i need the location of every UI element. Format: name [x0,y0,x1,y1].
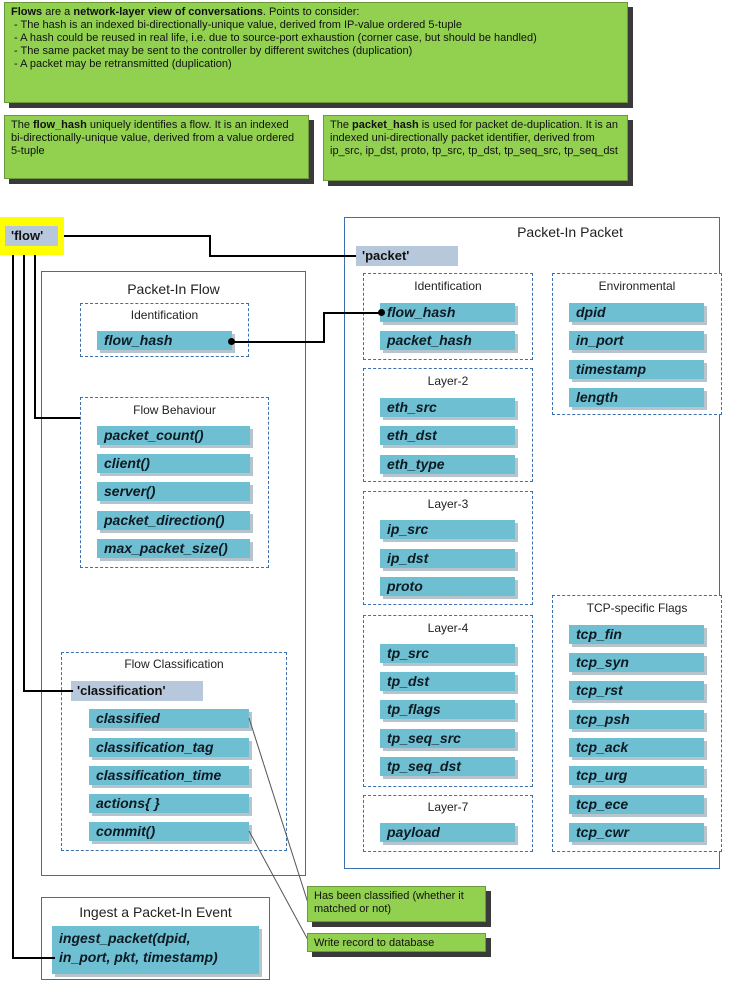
packet-field-proto: proto [380,577,515,596]
packet-field-dpid: dpid [569,303,704,322]
flow-field-classification-tag: classification_tag [89,738,249,757]
flow-field-client: client() [97,454,250,473]
packet-field-eth-dst: eth_dst [380,426,515,445]
flows-note-point: - The hash is an indexed bi-directionally-unique value, derived from IP-value ordered 5-tuple [14,19,462,31]
classification-reference: 'classification' [71,681,203,701]
packet-field-length: length [569,388,704,407]
connector [55,235,210,237]
packet-tcp-flags-title: TCP-specific Flags [586,601,688,615]
connector-dot [228,338,235,345]
packet-layer4-title: Layer-4 [427,621,469,635]
flow-hash-note: The flow_hash uniquely identifies a flow. It is an indexed bi-directionally-unique value, derived from a value ordered 5-tuple [4,115,309,179]
flow-field-max-packet-size: max_packet_size() [97,539,250,558]
packet-field-ip-dst: ip_dst [380,549,515,568]
flow-field-commit: commit() [89,822,249,841]
classified-note: Has been classified (whether it matched or not) [307,886,486,922]
packet-environmental-title: Environmental [598,279,676,293]
packet-field-tp-src: tp_src [380,644,515,663]
packet-field-tcp-urg: tcp_urg [569,766,704,785]
connector-dot [378,309,385,316]
connector [232,341,324,343]
flows-note-point: - A hash could be reused in real life, i.e. due to source-port exhaustion (corner case, but should be handled) [14,32,537,44]
packet-field-tcp-rst: tcp_rst [569,681,704,700]
packet-field-tcp-psh: tcp_psh [569,710,704,729]
ingest-call-line: ingest_packet(dpid, [59,930,191,946]
flow-field-classified: classified [89,709,249,728]
ingest-call-line: in_port, pkt, timestamp) [59,949,218,965]
connector [34,417,80,419]
flow-field-server: server() [97,482,250,501]
flows-note-point: - A packet may be retransmitted (duplication) [14,58,232,70]
flow-field-packet-count: packet_count() [97,426,250,445]
connector [12,957,55,959]
packet-field-tcp-syn: tcp_syn [569,653,704,672]
packet-field-flow-hash: flow_hash [380,303,515,322]
flows-note-lead: Flows are a network-layer view of conversations. Points to consider: [11,6,360,18]
packet-layer2-title: Layer-2 [427,374,469,388]
packet-in-flow-title: Packet-In Flow [127,281,220,297]
packet-field-tcp-cwr: tcp_cwr [569,823,704,842]
packet-field-packet-hash: packet_hash [380,331,515,350]
ingest-call [52,926,259,974]
packet-field-timestamp: timestamp [569,360,704,379]
packet-field-eth-type: eth_type [380,455,515,474]
connector [323,312,325,343]
packet-field-tcp-ack: tcp_ack [569,738,704,757]
ingest-title: Ingest a Packet-In Event [79,904,232,920]
packet-field-tp-seq-src: tp_seq_src [380,729,515,748]
commit-note: Write record to database [307,933,486,952]
connector [209,255,356,257]
packet-layer7-title: Layer-7 [427,800,469,814]
packet-reference: 'packet' [356,246,458,266]
connector [323,312,381,314]
connector [12,244,14,958]
packet-hash-note: The packet_hash is used for packet de-duplication. It is an indexed uni-directionally packet identifier, derived from ip_src, ip_dst, proto, tp_src, tp_dst, tp_seq_src, tp_seq_dst [323,115,628,181]
flow-classification-title: Flow Classification [124,657,224,671]
packet-field-tp-flags: tp_flags [380,700,515,719]
packet-field-tp-dst: tp_dst [380,672,515,691]
connector [34,244,36,418]
flow-field-packet-direction: packet_direction() [97,511,250,530]
packet-identification-title: Identification [414,279,482,293]
packet-field-payload: payload [380,823,515,842]
connector [23,244,25,692]
packet-in-packet-title: Packet-In Packet [517,224,623,240]
packet-field-tcp-ece: tcp_ece [569,795,704,814]
packet-field-tcp-fin: tcp_fin [569,625,704,644]
packet-layer3-title: Layer-3 [427,497,469,511]
flow-field-actions: actions{ } [89,794,249,813]
flows-note [4,2,628,103]
flow-reference: 'flow' [5,226,58,246]
packet-field-eth-src: eth_src [380,398,515,417]
packet-field-in-port: in_port [569,331,704,350]
flow-field-flow-hash: flow_hash [97,331,232,350]
connector [209,235,211,257]
connector [23,690,73,692]
flow-identification-title: Identification [130,308,199,322]
packet-field-ip-src: ip_src [380,520,515,539]
packet-field-tp-seq-dst: tp_seq_dst [380,757,515,776]
flow-behaviour-title: Flow Behaviour [133,403,216,417]
flows-note-point: - The same packet may be sent to the controller by different switches (duplication) [14,45,413,57]
flow-field-classification-time: classification_time [89,766,249,785]
